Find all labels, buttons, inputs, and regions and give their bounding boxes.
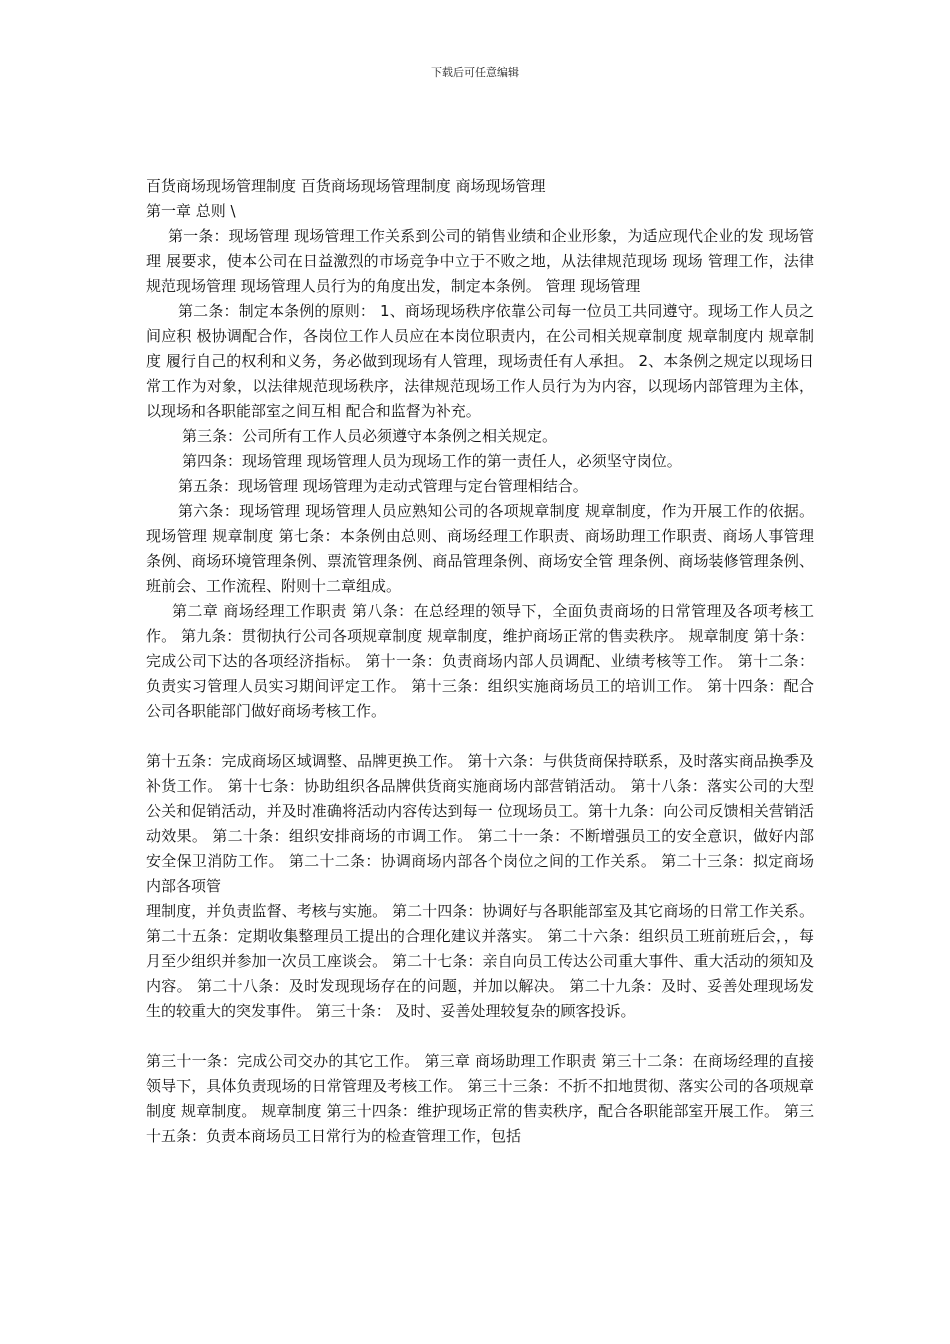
article-6: 第六条：现场管理 现场管理人员应熟知公司的各项规章制度 规章制度，作为开展工作的依据。 现场管理 规章制度 第七条：本条例由总则、商场经理工作职责、商场助理工作职责、商场人事管理 条例、商场环境管理条例、票流管理条例、商品管理条例、商场安全管 理条例、商场装修管理条例、班前会、工作流程、附则十二章组成。	[146, 502, 814, 595]
document-title: 百货商场现场管理制度 百货商场现场管理制度 商场现场管理	[146, 177, 546, 195]
article-2: 第二条：制定本条例的原则： 1、商场现场秩序依靠公司每一位员工共同遵守。现场工作人员之间应积 极协调配合作，各岗位工作人员应在本岗位职责内，在公司相关规章制度 规章制度内 规章制度 履行自己的权利和义务，务必做到现场有人管理，现场责任有人承担。 2、本条例之规定以现场日常工作为对象，以法律规范现场秩序，法律规范现场工作人员行为为内容，以现场内部管理为主体，以现场和各职能部室之间互相 配合和监督为补充。	[146, 302, 814, 420]
chapter-2-section: 第二章 商场经理工作职责 第八条：在总经理的领导下，全面负责商场的日常管理及各项考核工作。 第九条：贯彻执行公司各项规章制度 规章制度，维护商场正常的售卖秩序。 规章制度 第十条：完成公司下达的各项经济指标。 第十一条：负责商场内部人员调配、业绩考核等工作。 第十二条：负责实习管理人员实习期间评定工作。 第十三条：组织实施商场员工的培训工作。 第十四条：配合公司各职能部门做好商场考核工作。	[146, 602, 814, 720]
articles-31-35: 第三十一条：完成公司交办的其它工作。 第三章 商场助理工作职责 第三十二条：在商场经理的直接领导下，具体负责现场的日常管理及考核工作。 第三十三条：不折不扣地贯彻、落实公司的各项规章制度 规章制度。 规章制度 第三十四条：维护现场正常的售卖秩序，配合各职能部室开展工作。 第三十五条：负责本商场员工日常行为的检查管理工作，包括	[146, 1052, 814, 1145]
articles-15-23: 第十五条：完成商场区域调整、品牌更换工作。 第十六条：与供货商保持联系，及时落实商品换季及补货工作。 第十七条：协助组织各品牌供货商实施商场内部营销活动。 第十八条：落实公司的大型公关和促销活动，并及时准确将活动内容传达到每一 位现场员工。第十九条：向公司反馈相关营销活动效果。 第二十条：组织安排商场的市调工作。 第二十一条：不断增强员工的安全意识，做好内部安全保卫消防工作。 第二十二条：协调商场内部各个岗位之间的工作关系。 第二十三条：拟定商场内部各项管	[146, 752, 814, 895]
chapter-heading: 第一章 总则 \	[146, 202, 236, 220]
articles-23-30: 理制度，并负责监督、考核与实施。 第二十四条：协调好与各职能部室及其它商场的日常工作关系。 第二十五条：定期收集整理员工提出的合理化建议并落实。 第二十六条：组织员工班前班后会，，每月至少组织并参加一次员工座谈会。 第二十七条：亲自向员工传达公司重大事件、重大活动的须知及内容。 第二十八条：及时发现现场存在的问题，并加以解决。 第二十九条：及时、妥善处理现场发生的较重大的突发事件。 第三十条： 及时、妥善处理较复杂的顾客投诉。	[146, 902, 814, 1020]
document-body	[146, 174, 814, 1149]
page-header: 下载后可任意编辑	[431, 66, 519, 79]
article-4: 第四条：现场管理 现场管理人员为现场工作的第一责任人，必须坚守岗位。	[182, 452, 682, 470]
article-3: 第三条：公司所有工作人员必须遵守本条例之相关规定。	[182, 427, 558, 445]
article-1: 第一条：现场管理 现场管理工作关系到公司的销售业绩和企业形象，为适应现代企业的发 现场管理 展要求，使本公司在日益激烈的市场竞争中立于不败之地，从法律规范现场 现场 管理工作，法律规范现场管理 现场管理人员行为的角度出发，制定本条例。 管理 现场管理	[146, 227, 814, 295]
article-5: 第五条：现场管理 现场管理为走动式管理与定台管理相结合。	[178, 477, 588, 495]
